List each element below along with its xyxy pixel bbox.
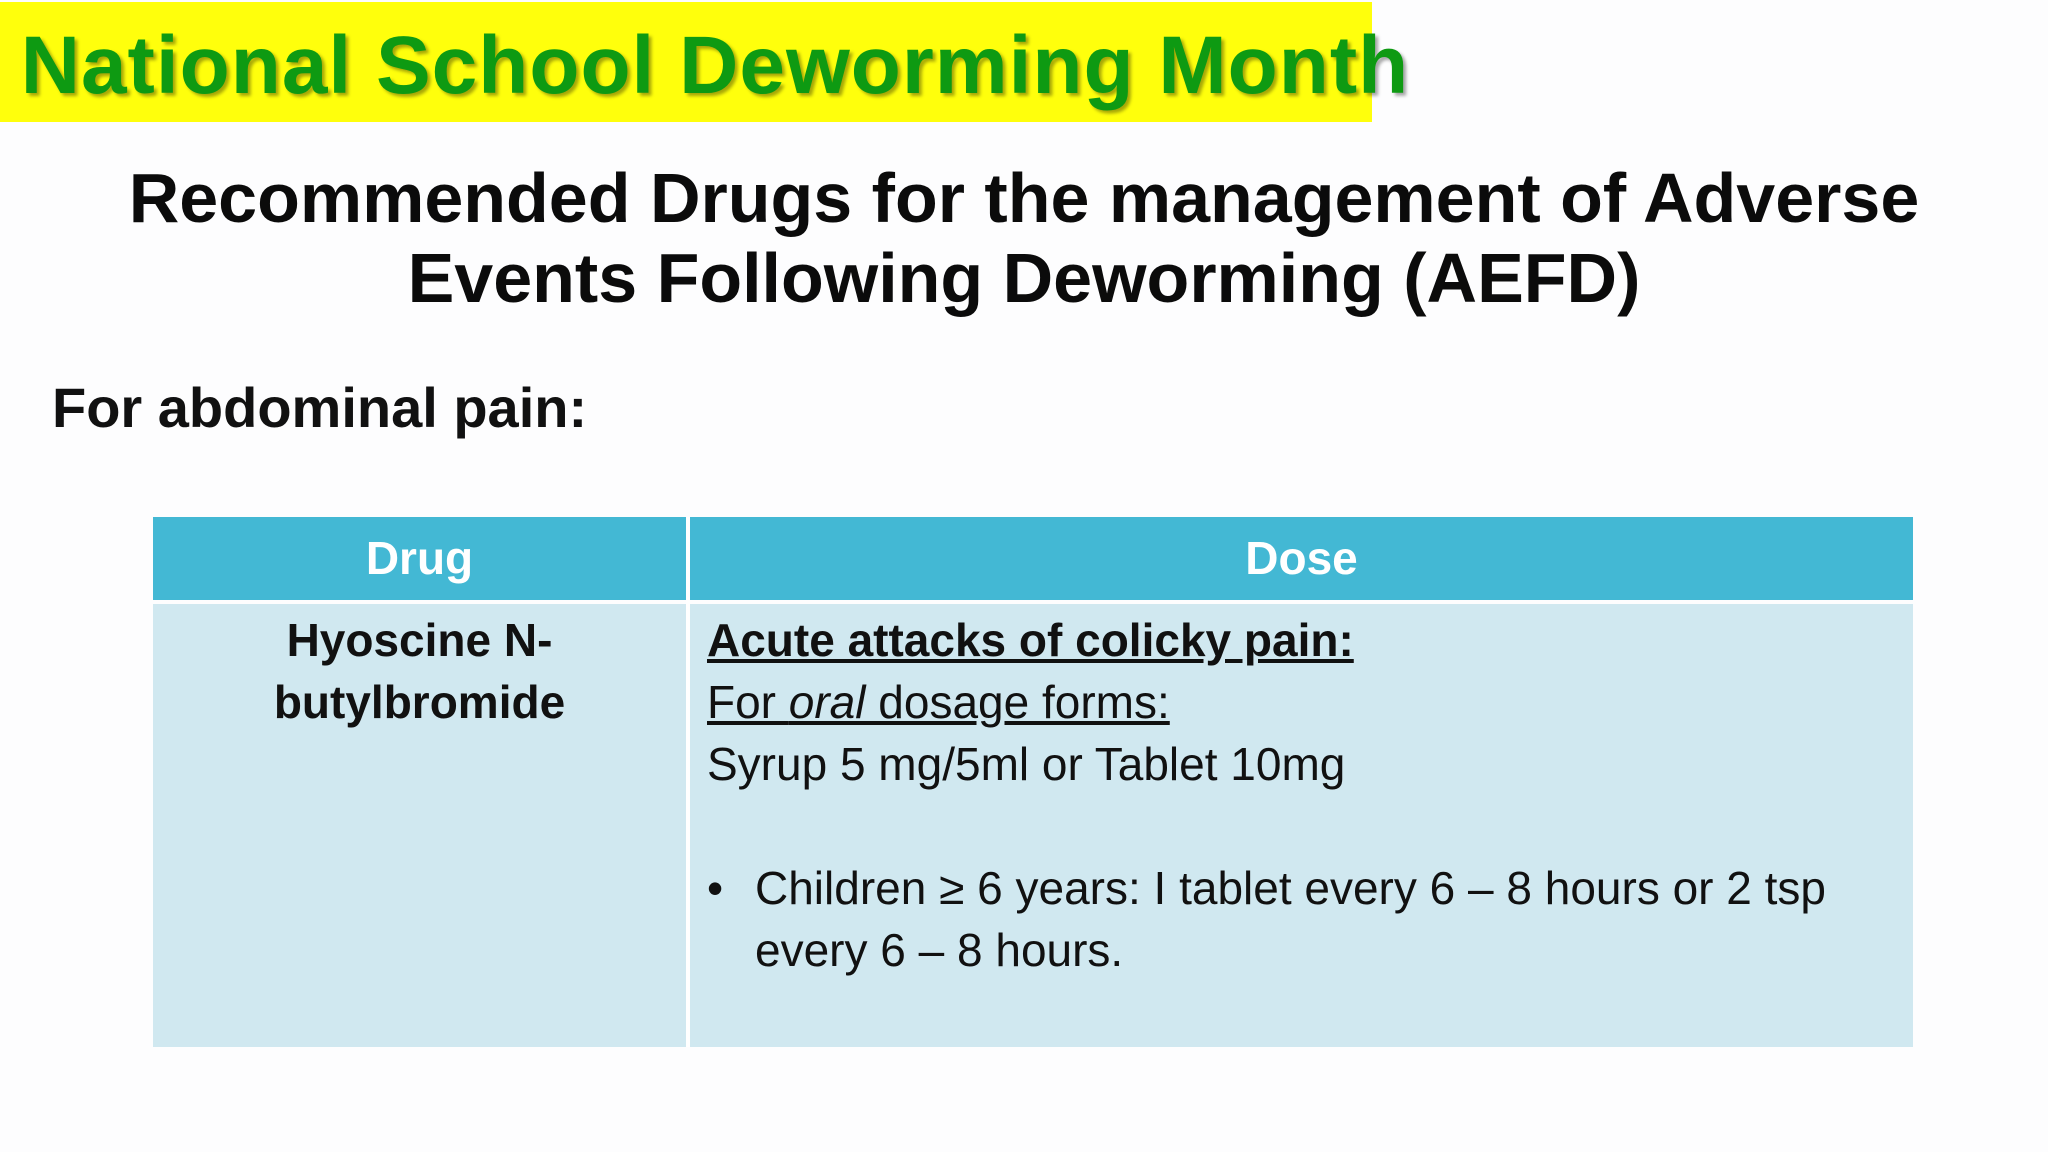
drug-name-line-2: butylbromide	[273, 676, 566, 728]
dosage-forms-suffix: dosage forms:	[865, 676, 1170, 728]
dosage-forms-prefix: For	[707, 676, 789, 728]
drug-name-line-1: Hyoscine N-	[286, 614, 553, 666]
drug-dose-table	[153, 517, 1913, 1047]
dosage-forms-subheading	[707, 671, 1897, 733]
column-header-drug: Drug	[365, 532, 474, 584]
dose-cell	[707, 609, 1897, 981]
list-item	[707, 857, 1897, 981]
table-header-row	[153, 517, 1913, 600]
section-heading: For abdominal pain:	[52, 376, 588, 439]
slide-title-line-2: Events Following Deworming (AEFD)	[407, 239, 1641, 317]
banner-title: National School Deworming Month	[20, 20, 1410, 111]
dose-bullet-list	[707, 857, 1897, 981]
bullet-icon: •	[707, 862, 724, 914]
drug-name-cell	[153, 609, 686, 733]
slide-title	[0, 158, 2048, 318]
dosage-forms-text: Syrup 5 mg/5ml or Tablet 10mg	[707, 738, 1346, 790]
slide-title-line-1: Recommended Drugs for the management of Adverse	[128, 159, 1920, 237]
dose-bullet-text: Children ≥ 6 years: I tablet every 6 – 8 hours or 2 tsp every 6 – 8 hours.	[755, 862, 1827, 976]
column-divider	[686, 517, 690, 1047]
dosage-forms-route: oral	[788, 676, 866, 728]
column-header-dose: Dose	[1245, 532, 1358, 584]
dose-indication-heading: Acute attacks of colicky pain:	[707, 614, 1354, 666]
